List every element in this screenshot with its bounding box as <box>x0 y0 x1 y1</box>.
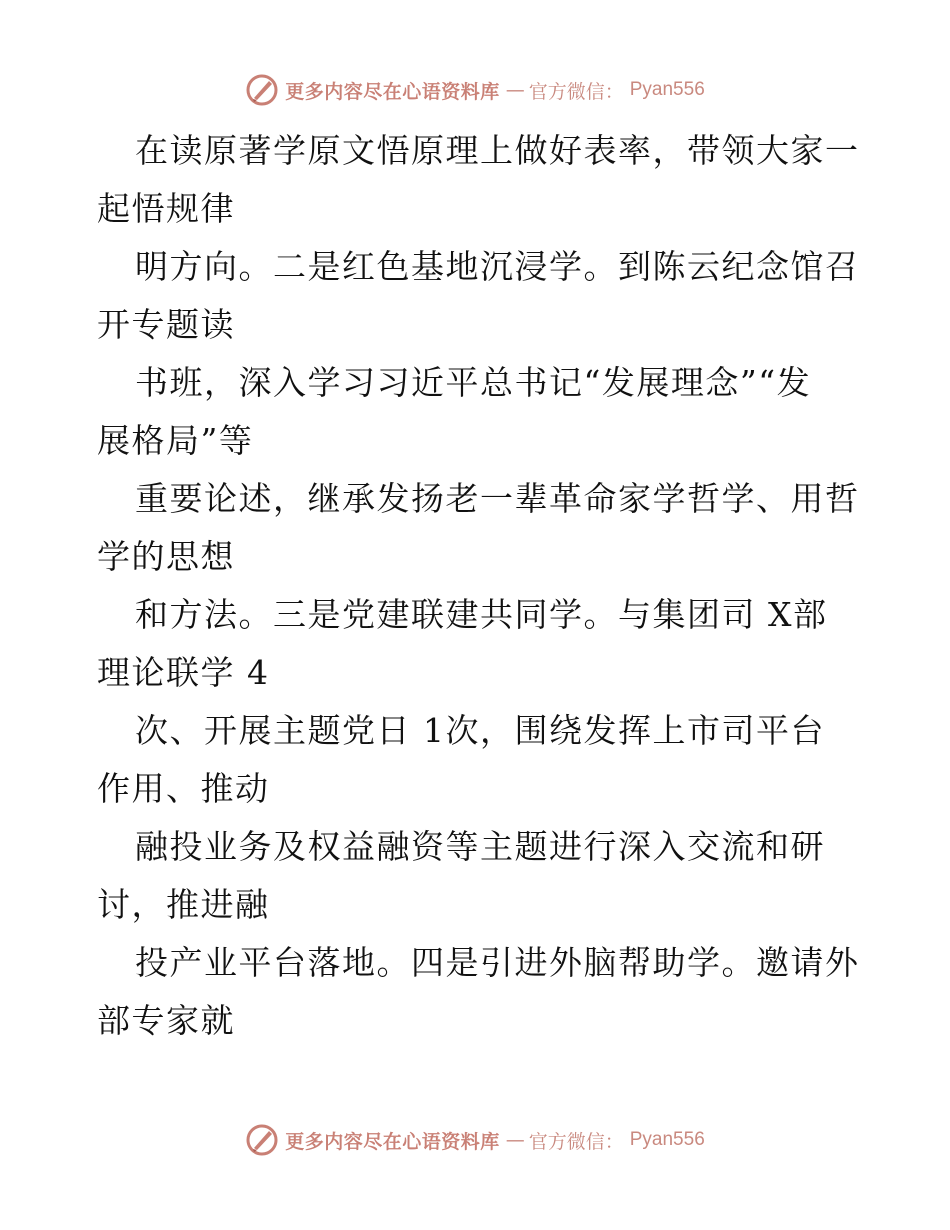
body-line: 展格局”等 <box>97 421 254 460</box>
body-line: 理论联学 4 <box>97 653 270 692</box>
body-line: 投产业平台落地。四是引进外脑帮助学。邀请外 <box>135 943 860 982</box>
body-line: 书班，深入学习习近平总书记“发展理念”“发 <box>135 363 812 402</box>
body-line: 作用、推动 <box>97 769 270 808</box>
body-line: 在读原著学原文悟原理上做好表率，带领大家一 <box>135 131 860 170</box>
body-line: 部专家就 <box>97 1001 235 1040</box>
body-line: 开专题读 <box>97 305 235 344</box>
document-body <box>97 122 860 1050</box>
body-line: 和方法。三是党建联建共同学。与集团司 X部 <box>135 595 828 634</box>
watermark-label: 官方微信： <box>528 1130 624 1153</box>
watermark-wechat-id: Pyan556 <box>629 79 705 100</box>
body-line: 融投业务及权益融资等主题进行深入交流和研 <box>135 827 825 866</box>
body-line: 明方向。二是红色基地沉浸学。到陈云纪念馆召 <box>135 247 860 286</box>
quill-logo-icon <box>245 73 279 107</box>
body-line: 学的思想 <box>97 537 235 576</box>
watermark-label: 官方微信： <box>528 80 624 103</box>
watermark-dash: — <box>505 79 523 101</box>
header-watermark <box>0 70 950 110</box>
footer-watermark <box>0 1120 950 1160</box>
body-line: 起悟规律 <box>97 189 235 228</box>
body-line: 次、开展主题党日 1次，围绕发挥上市司平台 <box>135 711 825 750</box>
body-line: 重要论述，继承发扬老一辈革命家学哲学、用哲 <box>135 479 860 518</box>
watermark-dash: — <box>505 1129 523 1151</box>
body-line: 讨，推进融 <box>97 885 270 924</box>
quill-logo-icon <box>245 1123 279 1157</box>
watermark-main-text: 更多内容尽在心语资料库 <box>285 80 500 103</box>
watermark-main-text: 更多内容尽在心语资料库 <box>285 1130 500 1153</box>
watermark-wechat-id: Pyan556 <box>629 1129 705 1150</box>
